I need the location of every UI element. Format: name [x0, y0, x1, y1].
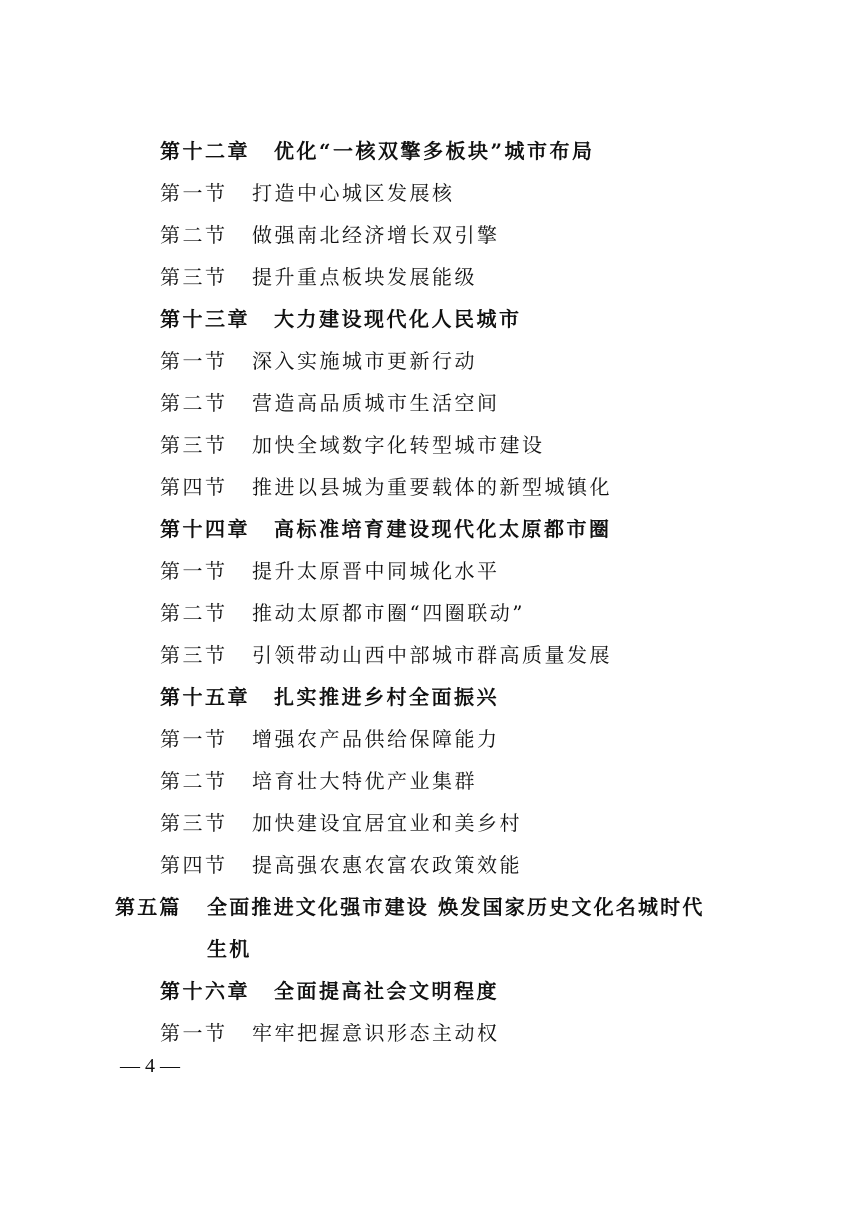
toc-section-number: 第四节	[160, 853, 228, 877]
toc-section-number: 第四节	[160, 475, 228, 499]
toc-chapter-number: 第十三章	[160, 307, 250, 331]
toc-chapter-number: 第十四章	[160, 517, 250, 541]
toc-chapter	[160, 977, 499, 1005]
toc-part-title-continuation: 生机	[207, 937, 252, 961]
toc-chapter-number: 第十六章	[160, 979, 250, 1003]
toc-section	[160, 263, 477, 291]
toc-section-title: 增强农产品供给保障能力	[252, 727, 500, 751]
toc-section-number: 第三节	[160, 265, 228, 289]
toc-section-title: 提高强农惠农富农政策效能	[252, 853, 522, 877]
toc-section-title: 引领带动山西中部城市群高质量发展	[252, 643, 612, 667]
toc-part-number: 第五篇	[115, 895, 182, 919]
toc-section-title: 推进以县城为重要载体的新型城镇化	[252, 475, 612, 499]
toc-section	[160, 725, 500, 753]
toc-section	[160, 431, 545, 459]
toc-chapter	[160, 515, 612, 543]
toc-section-title: 深入实施城市更新行动	[252, 349, 477, 373]
toc-section	[160, 599, 525, 627]
toc-section	[160, 767, 477, 795]
toc-chapter-number: 第十五章	[160, 685, 250, 709]
toc-chapter	[160, 683, 499, 711]
toc-chapter-title: 高标准培育建设现代化太原都市圈	[274, 517, 612, 541]
toc-chapter-number: 第十二章	[160, 139, 250, 163]
toc-section-title: 加快全域数字化转型城市建设	[252, 433, 545, 457]
toc-section	[160, 809, 522, 837]
toc-section-title: 培育壮大特优产业集群	[252, 769, 477, 793]
toc-section-number: 第二节	[160, 223, 228, 247]
toc-chapter	[160, 137, 595, 165]
toc-section-title: 加快建设宜居宜业和美乡村	[252, 811, 522, 835]
toc-section-number: 第二节	[160, 391, 228, 415]
toc-section-number: 第一节	[160, 181, 228, 205]
toc-chapter-title: 大力建设现代化人民城市	[274, 307, 522, 331]
toc-section	[160, 179, 455, 207]
toc-section	[160, 389, 500, 417]
toc-section-number: 第一节	[160, 559, 228, 583]
toc-section	[160, 1019, 500, 1047]
toc-section-title: 推动太原都市圈“四圈联动”	[252, 601, 525, 625]
toc-section-title: 做强南北经济增长双引擎	[252, 223, 500, 247]
toc-section-number: 第二节	[160, 601, 228, 625]
toc-section-number: 第三节	[160, 433, 228, 457]
toc-section	[160, 641, 612, 669]
toc-section-number: 第一节	[160, 349, 228, 373]
toc-part	[115, 893, 705, 921]
toc-section-title: 打造中心城区发展核	[252, 181, 455, 205]
toc-chapter-title: 全面提高社会文明程度	[274, 979, 499, 1003]
toc-section-title: 营造高品质城市生活空间	[252, 391, 500, 415]
toc-section	[160, 851, 522, 879]
toc-section-number: 第三节	[160, 643, 228, 667]
page-number: — 4 —	[120, 1055, 180, 1077]
toc-section-title: 牢牢把握意识形态主动权	[252, 1021, 500, 1045]
toc-section-number: 第一节	[160, 727, 228, 751]
toc-section	[160, 221, 500, 249]
toc-section	[160, 557, 500, 585]
toc-section	[160, 347, 477, 375]
toc-chapter	[160, 305, 522, 333]
toc-section-title: 提升太原晋中同城化水平	[252, 559, 500, 583]
toc-section-title: 提升重点板块发展能级	[252, 265, 477, 289]
toc-chapter-title: 优化“一核双擎多板块”城市布局	[274, 139, 595, 163]
toc-section	[160, 473, 612, 501]
toc-chapter-title: 扎实推进乡村全面振兴	[274, 685, 499, 709]
toc-part-title: 全面推进文化强市建设 焕发国家历史文化名城时代	[207, 895, 705, 919]
toc-section-number: 第三节	[160, 811, 228, 835]
toc-section-number: 第一节	[160, 1021, 228, 1045]
toc-section-number: 第二节	[160, 769, 228, 793]
